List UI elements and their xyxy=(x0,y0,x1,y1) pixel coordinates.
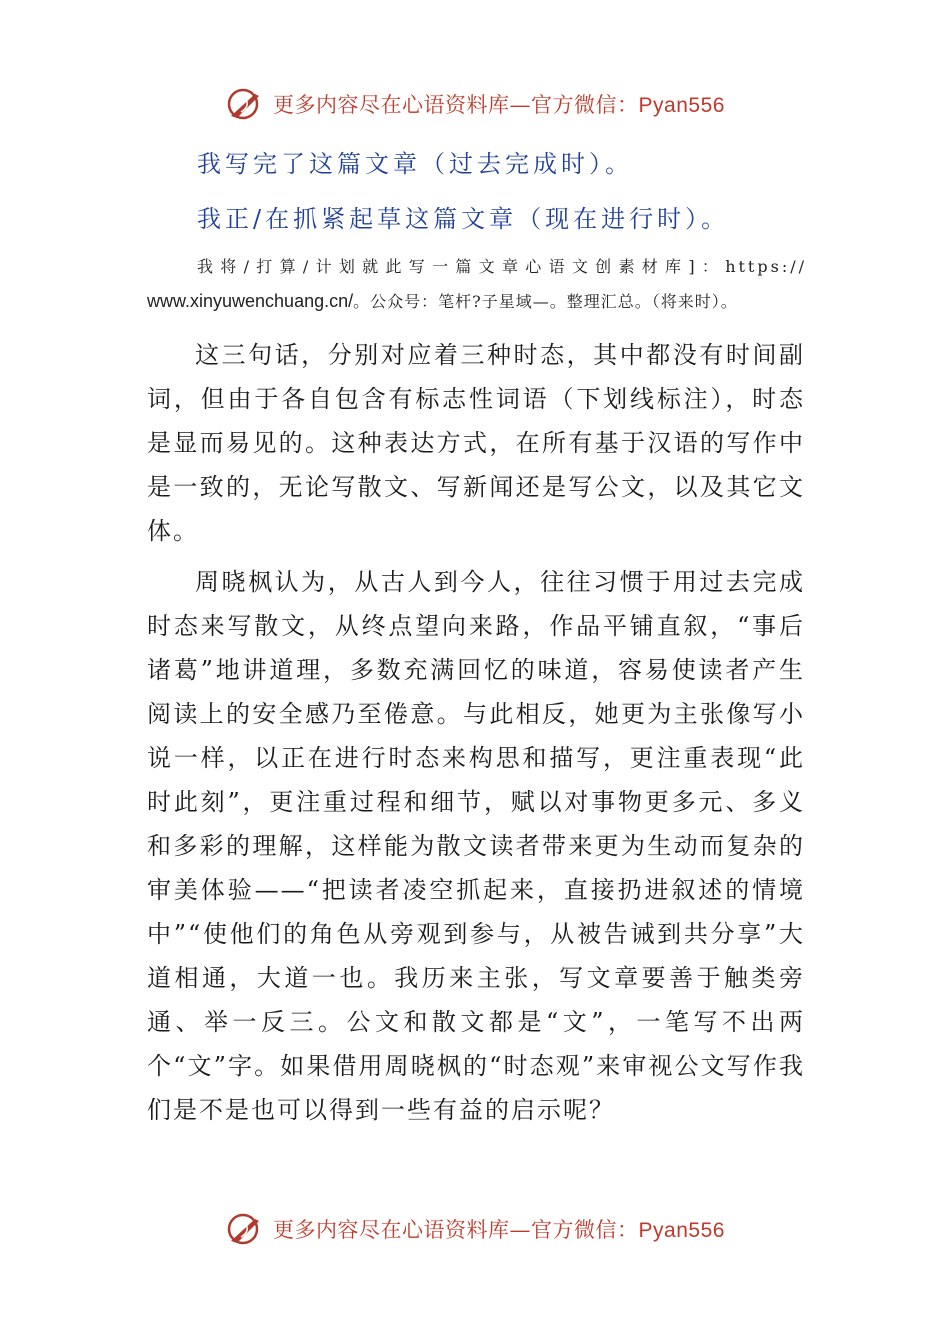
banner-label: 更多内容尽在心语资料库—官方微信： xyxy=(273,93,639,117)
banner-text xyxy=(273,1214,725,1244)
website-link[interactable]: www.xinyuwenchuang.cn/ xyxy=(147,291,354,311)
example-future-tense xyxy=(147,250,807,319)
future-line-2 xyxy=(147,284,807,319)
footer-banner xyxy=(0,1209,950,1249)
banner-label: 更多内容尽在心语资料库—官方微信： xyxy=(273,1218,639,1242)
body-paragraph-2: 周晓枫认为，从古人到今人，往往习惯于用过去完成时态来写散文，从终点望向来路，作品平铺直叙，“事后诸葛”地讲道理，多数充满回忆的味道，容易使读者产生阅读上的安全感乃至倦意。与此相反，她更为主张像写小说一样，以正在进行时态来构思和描写，更注重表现“此时此刻”，更注重过程和细节，赋以对事物更多元、多义和多彩的理解，这样能为散文读者带来更为生动而复杂的审美体验——“把读者凌空抓起来，直接扔进叙述的情境中”“使他们的角色从旁观到参与，从被告诫到共分享”大道相通，大道一也。我历来主张，写文章要善于触类旁通、举一反三。公文和散文都是“文”，一笔写不出两个“文”字。如果借用周晓枫的“时态观”来审视公文写作我们是不是也可以得到一些有益的启示呢？ xyxy=(147,568,805,1124)
header-banner xyxy=(0,84,950,124)
banner-text xyxy=(273,89,725,119)
wechat-id: Pyan556 xyxy=(638,1219,725,1242)
wechat-id: Pyan556 xyxy=(638,94,725,117)
pen-logo-icon xyxy=(225,86,265,122)
body-paragraph-1: 这三句话，分别对应着三种时态，其中都没有时间副词，但由于各自包含有标志性词语（下划线标注），时态是显而易见的。这种表达方式，在所有基于汉语的写作中是一致的，无论写散文、写新闻还是写公文，以及其它文体。 xyxy=(147,341,805,545)
example-past-tense: 我写完了这篇文章（过去完成时）。 xyxy=(197,150,633,178)
example-present-tense: 我正/在抓紧起草这篇文章（现在进行时）。 xyxy=(197,205,730,233)
future-line-1: 我将/打算/计划就此写一篇文章心语文创素材库]：https:// xyxy=(197,257,807,276)
pen-logo-icon xyxy=(225,1211,265,1247)
future-line-2-text: 。公众号：笔杆?子星域—。整理汇总。（将来时）。 xyxy=(353,292,738,311)
